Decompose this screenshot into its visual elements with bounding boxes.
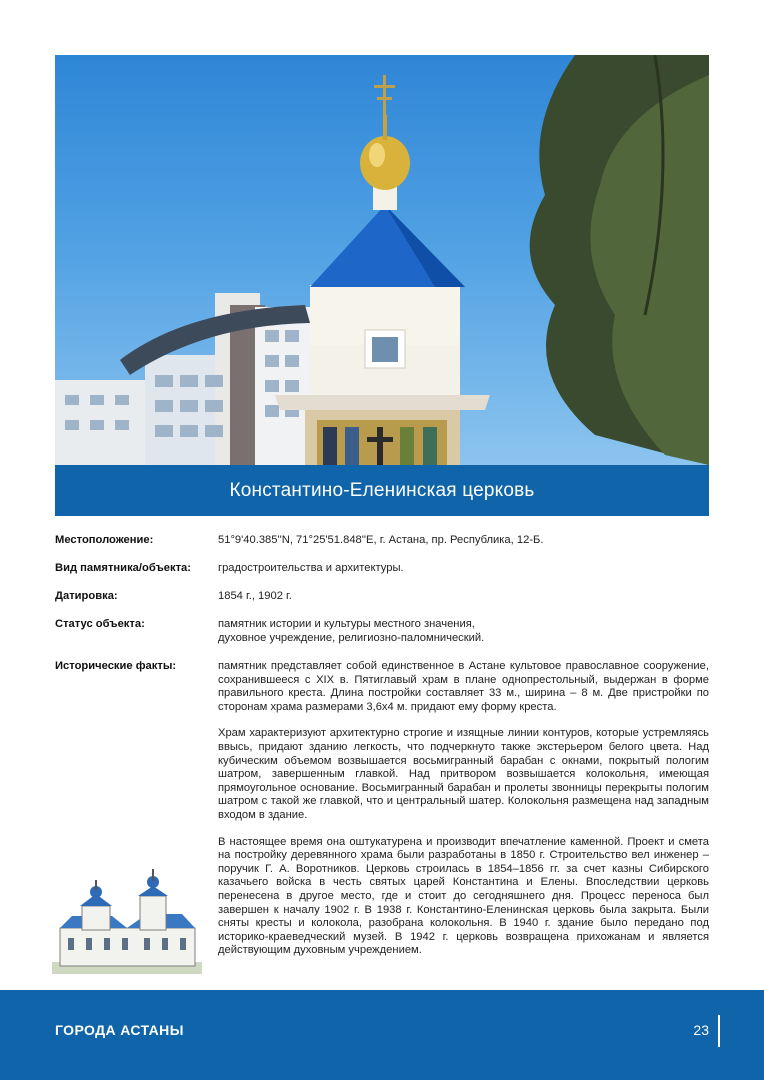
location-value: 51°9'40.385''N, 71°25'51.848''E, г. Астана, пр. Республика, 12-Б.: [218, 534, 544, 546]
location-label: Местоположение:: [55, 534, 154, 546]
status-value: [218, 618, 709, 645]
facts-paragraph-2: Храм характеризуют архитектурно строгие и изящные линии контуров, которые устремляясь ввысь, придают зданию легкость, что подчеркнуто также экстерьером белого цвета. Над кубическим объемом возвышается восьмигранный барабан с окнами, покрытый пологим шатром, завершенным главкой. Над притвором возвышается колокольня, имеющая прямоугольное основание. Восьмигранный барабан и пролеты звонницы перекрыты пологим шатром с такой же главкой, что и центральный шатер. Колокольня размещена над западным входом в здание.: [218, 727, 709, 821]
church-photo: [55, 55, 709, 465]
type-label: Вид памятника/объекта:: [55, 562, 191, 574]
church-photo-illustration: [55, 55, 709, 465]
tree: [530, 55, 709, 465]
status-value-line-1: памятник истории и культуры местного значения,: [218, 618, 475, 630]
church-sketch-illustration: [52, 866, 202, 978]
status-label: Статус объекта:: [55, 618, 145, 630]
footer-bar: [0, 990, 764, 1080]
type-value: градостроительства и архитектуры.: [218, 562, 404, 574]
facts-paragraph-1: памятник представляет собой единственное в Астане культовое православное сооружение, сохранившееся с XIX в. Пятиглавый храм в плане однопрестольный, выдержан в форме правильного креста. Длина постройки составляет 33 м., ширина – 8 м. Две пристройки по сторонам храма размерами 3,6х4 м. придают ему форму креста.: [218, 660, 709, 713]
status-value-line-2: духовное учреждение, религиозно-паломнический.: [218, 631, 485, 644]
facts-text: [218, 660, 709, 971]
footer-title: ГОРОДА АСТАНЫ: [55, 1022, 184, 1038]
church-tower: [275, 75, 490, 465]
page-number-divider: [718, 1015, 720, 1047]
church-sketch: [52, 866, 202, 978]
facts-paragraph-3: В настоящее время она оштукатурена и производит впечатление каменной. Проект и смета на постройку деревянного храма были разработаны в 1850 г. Строительство вел инженер – поручик Г. А. Воротников. Церковь строилась в 1854–1856 гг. за счет казны Сибирского казачьего войска в честь святых царей Константина и Елены. Впоследствии церковь перенесена в другое место, где и стоит до сегодняшнего дня. Процесс переноса был завершен к началу 1902 г. В 1938 г. Константино-Еленинская церковь была закрыта. Были сняты кресты и колокола, разобрана колокольня. В 1940 г. здание было передано под историко-краеведческий музей. В 1942 г. церковь возвращена прихожанам и является действующим духовным учреждением.: [218, 835, 709, 957]
date-value: 1854 г., 1902 г.: [218, 590, 292, 602]
background-buildings: [55, 293, 310, 465]
page-title: Константино-Еленинская церковь: [55, 465, 709, 516]
page-number: 23: [693, 1022, 709, 1038]
date-label: Датировка:: [55, 590, 118, 602]
facts-label: Исторические факты:: [55, 660, 177, 672]
